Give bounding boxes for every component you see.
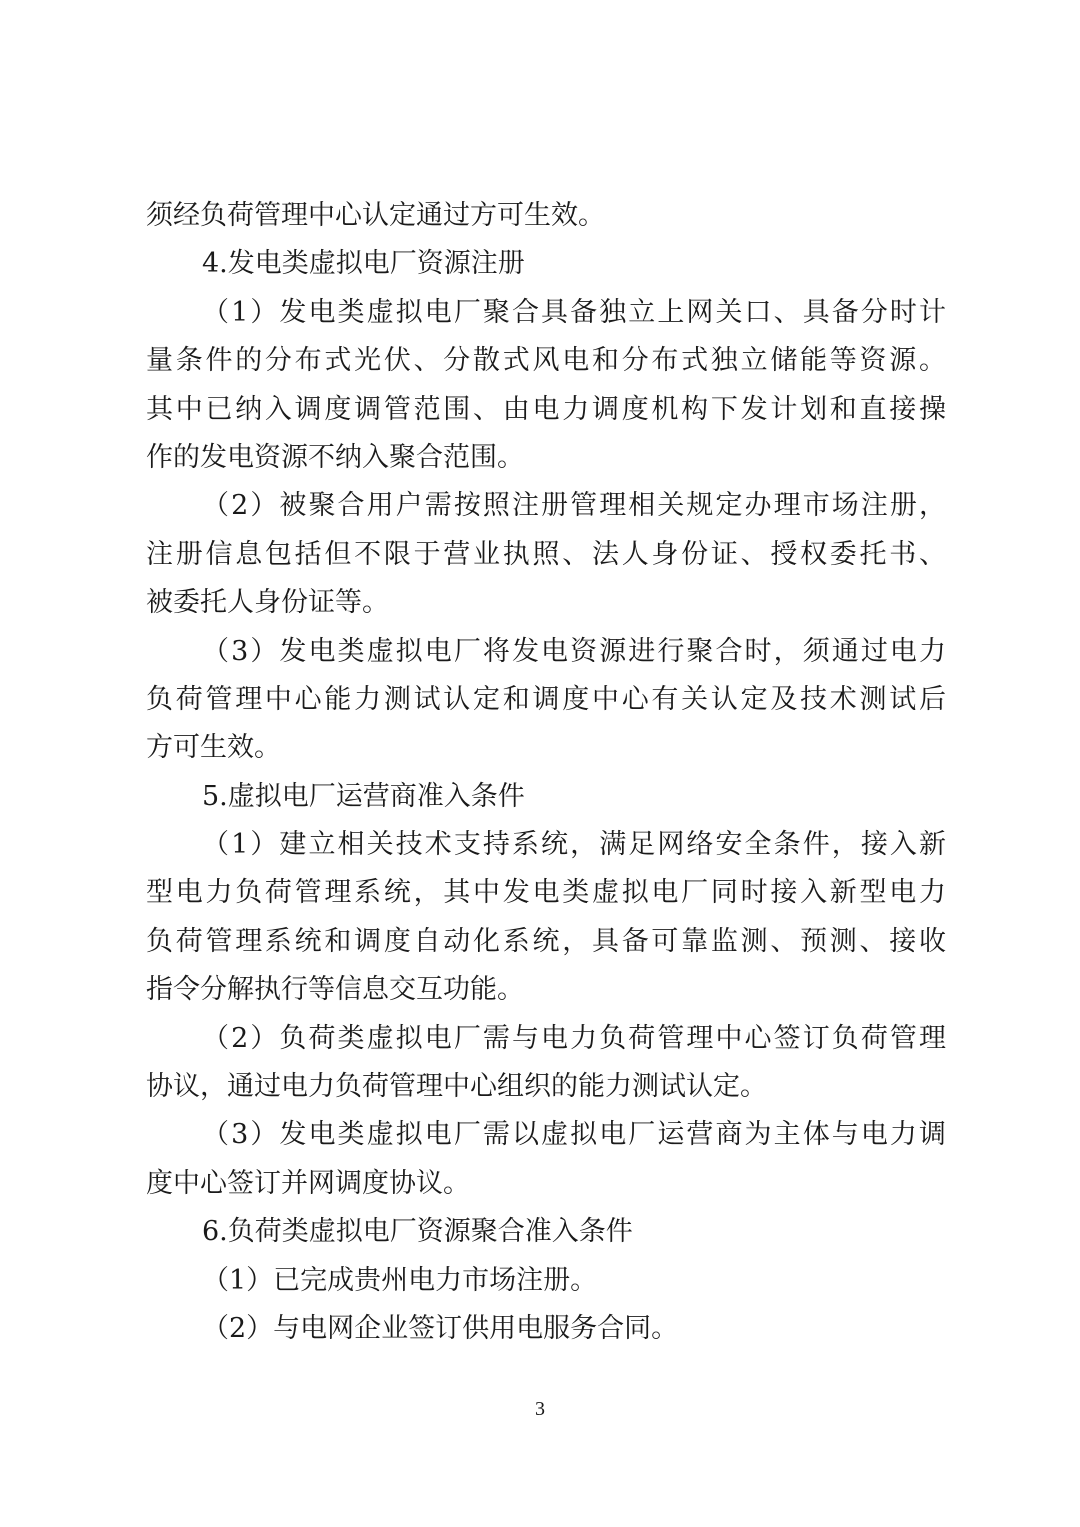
text-line-9: 被委托人身份证等。 xyxy=(146,587,389,619)
body-text xyxy=(146,192,946,1353)
section-heading-4: 4.发电类虚拟电厂资源注册 xyxy=(202,248,525,280)
text-line-11: 负荷管理中心能力测试认定和调度中心有关认定及技术测试后 xyxy=(146,683,946,715)
text-line-15: 型电力负荷管理系统，其中发电类虚拟电厂同时接入新型电力 xyxy=(146,877,946,909)
page-number: 3 xyxy=(535,1398,545,1420)
text-line-24: （2）与电网企业签订供用电服务合同。 xyxy=(202,1312,679,1344)
text-line-17: 指令分解执行等信息交互功能。 xyxy=(146,974,524,1006)
text-line-10: （3）发电类虚拟电厂将发电资源进行聚合时，须通过电力 xyxy=(202,635,946,667)
text-line-20: （3）发电类虚拟电厂需以虚拟电厂运营商为主体与电力调 xyxy=(202,1119,946,1151)
text-line-5: 其中已纳入调度调管范围、由电力调度机构下发计划和直接操 xyxy=(146,393,946,425)
section-heading-6: 6.负荷类虚拟电厂资源聚合准入条件 xyxy=(202,1216,633,1248)
text-line-6: 作的发电资源不纳入聚合范围。 xyxy=(146,441,524,473)
text-line-12: 方可生效。 xyxy=(146,732,281,764)
text-line-16: 负荷管理系统和调度自动化系统，具备可靠监测、预测、接收 xyxy=(146,925,946,957)
section-heading-5: 5.虚拟电厂运营商准入条件 xyxy=(202,780,525,812)
text-line-4: 量条件的分布式光伏、分散式风电和分布式独立储能等资源。 xyxy=(146,345,946,377)
text-line-18: （2）负荷类虚拟电厂需与电力负荷管理中心签订负荷管理 xyxy=(202,1022,946,1054)
text-line-19: 协议，通过电力负荷管理中心组织的能力测试认定。 xyxy=(146,1071,767,1103)
text-line-14: （1）建立相关技术支持系统，满足网络安全条件，接入新 xyxy=(202,829,946,861)
text-line-7: （2）被聚合用户需按照注册管理相关规定办理市场注册， xyxy=(202,490,946,522)
text-line-21: 度中心签订并网调度协议。 xyxy=(146,1167,470,1199)
text-line-3: （1）发电类虚拟电厂聚合具备独立上网关口、具备分时计 xyxy=(202,296,946,328)
text-line-1: 须经负荷管理中心认定通过方可生效。 xyxy=(146,200,605,231)
text-line-23: （1）已完成贵州电力市场注册。 xyxy=(202,1264,598,1296)
text-line-8: 注册信息包括但不限于营业执照、法人身份证、授权委托书、 xyxy=(146,538,946,570)
